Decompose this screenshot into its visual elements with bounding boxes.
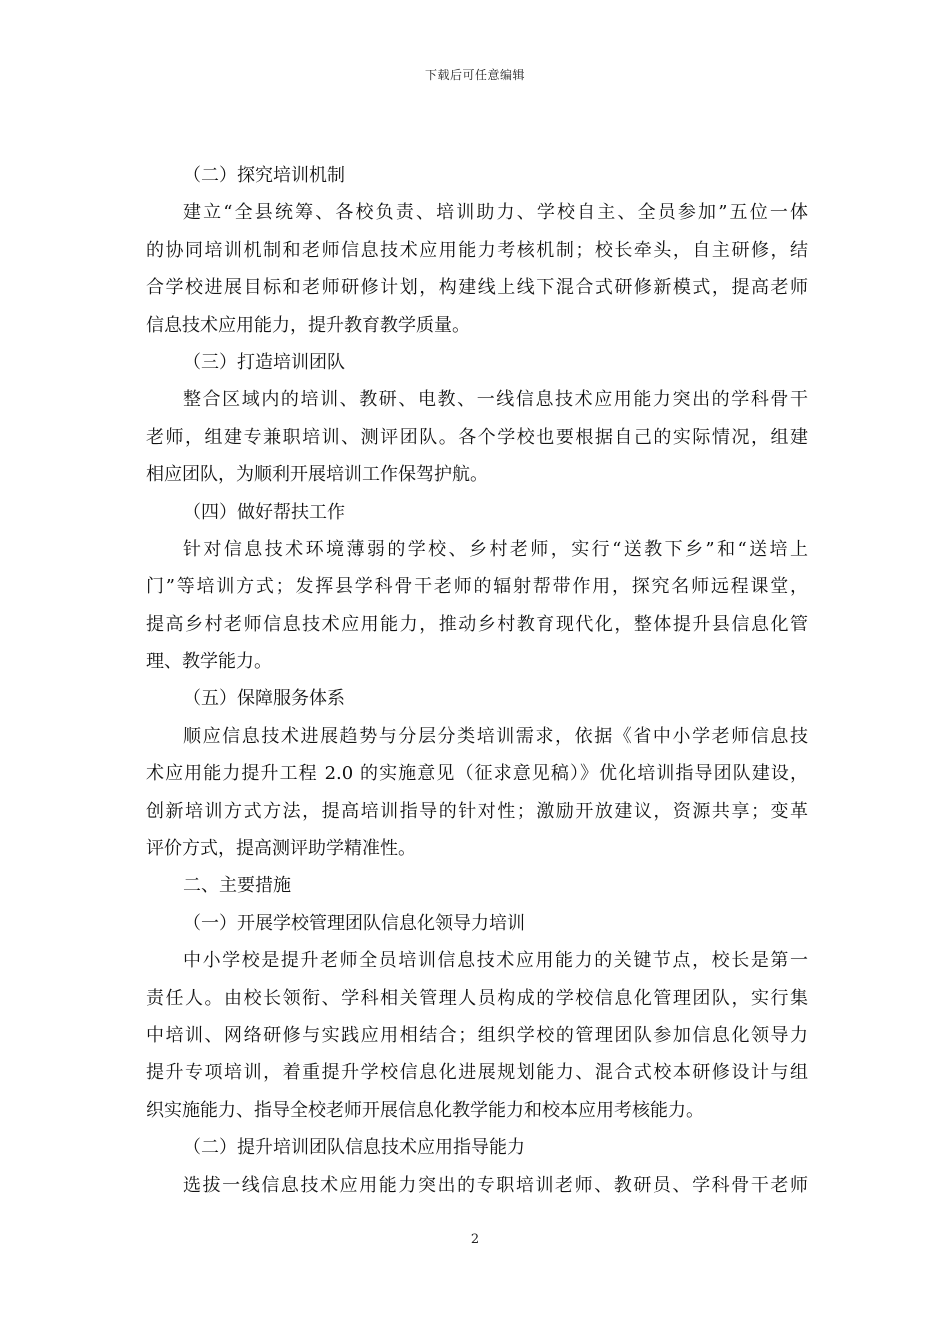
section-heading: （二）探究培训机制	[183, 165, 345, 186]
section-heading: （一）开展学校管理团队信息化领导力培训	[183, 912, 525, 934]
paragraph-line: 合学校进展目标和老师研修计划，构建线上线下混合式研修新模式，提高老师	[146, 277, 808, 299]
section-heading: （三）打造培训团队	[183, 351, 345, 373]
paragraph-line: 选拔一线信息技术应用能力突出的专职培训老师、教研员、学科骨干老师	[183, 1174, 808, 1196]
section-heading: （四）做好帮扶工作	[183, 501, 345, 523]
paragraph-line: 整合区域内的培训、教研、电教、一线信息技术应用能力突出的学科骨干	[183, 389, 808, 411]
paragraph-line: 评价方式，提高测评助学精准性。	[146, 838, 416, 860]
paragraph-line: 术应用能力提升工程 2.0 的实施意见（征求意见稿）》优化培训指导团队建设，	[146, 763, 808, 785]
paragraph-line: 针对信息技术环境薄弱的学校、乡村老师，实行“送教下乡”和“送培上	[183, 538, 808, 560]
paragraph-line: 门”等培训方式；发挥县学科骨干老师的辐射帮带作用，探究名师远程课堂，	[146, 576, 808, 598]
paragraph-line: 提升专项培训，着重提升学校信息化进展规划能力、混合式校本研修设计与组	[146, 1062, 808, 1084]
document-body	[146, 157, 808, 1204]
chapter-heading: 二、主要措施	[183, 875, 291, 897]
paragraph-line: 顺应信息技术进展趋势与分层分类培训需求，依据《省中小学老师信息技	[183, 725, 808, 747]
paragraph-line: 理、教学能力。	[146, 651, 272, 673]
paragraph-line: 创新培训方式方法，提高培训指导的针对性；激励开放建议，资源共享；变革	[146, 800, 808, 822]
section-heading: （二）提升培训团队信息技术应用指导能力	[183, 1137, 525, 1159]
paragraph-line: 提高乡村老师信息技术应用能力，推动乡村教育现代化，整体提升县信息化管	[146, 613, 808, 635]
paragraph-line: 信息技术应用能力，提升教育教学质量。	[146, 314, 470, 336]
paragraph-line: 建立“全县统筹、各校负责、培训助力、学校自主、全员参加”五位一体	[183, 202, 808, 224]
paragraph-line: 中小学校是提升老师全员培训信息技术应用能力的关键节点，校长是第一	[183, 950, 808, 972]
paragraph-line: 相应团队，为顺利开展培训工作保驾护航。	[146, 464, 488, 486]
paragraph-line: 中培训、网络研修与实践应用相结合；组织学校的管理团队参加信息化领导力	[146, 1024, 808, 1046]
page-number: 2	[470, 1232, 480, 1247]
paragraph-line: 责任人。由校长领衔、学科相关管理人员构成的学校信息化管理团队，实行集	[146, 987, 808, 1009]
header-note: 下载后可任意编辑	[424, 68, 525, 82]
paragraph-line: 织实施能力、指导全校老师开展信息化教学能力和校本应用考核能力。	[146, 1099, 704, 1121]
section-heading: （五）保障服务体系	[183, 688, 345, 710]
paragraph-line: 的协同培训机制和老师信息技术应用能力考核机制；校长牵头，自主研修，结	[146, 239, 808, 261]
paragraph-line: 老师，组建专兼职培训、测评团队。各个学校也要根据自己的实际情况，组建	[146, 426, 808, 448]
